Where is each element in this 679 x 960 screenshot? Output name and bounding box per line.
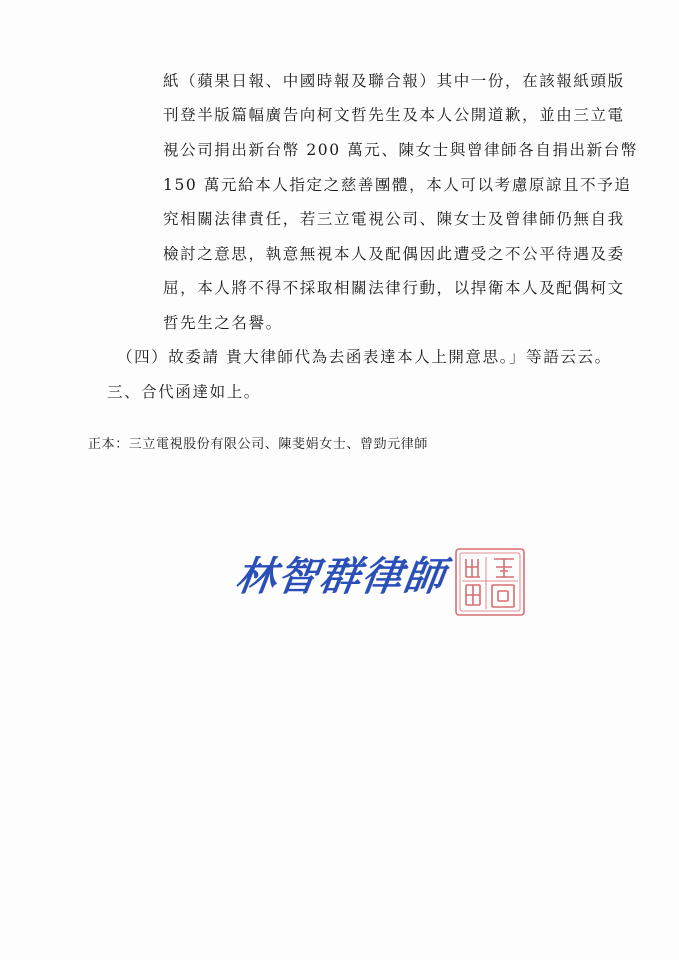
paragraph-line-2: 刊登半版篇幅廣告向柯文哲先生及本人公開道歉，並由三立電: [163, 106, 625, 124]
signature-name: 林智群律師: [232, 553, 450, 600]
paragraph-line-6: 檢討之意思，執意無視本人及配偶因此遭受之不公平待遇及委: [163, 245, 625, 263]
item-four: （四）故委請 貴大律師代為去函表達本人上開意思。」等語云云。: [117, 348, 612, 366]
handwritten-signature: [232, 544, 450, 614]
paragraph-line-7: 屈，本人將不得不採取相關法律行動，以捍衛本人及配偶柯文: [163, 279, 625, 297]
paragraph-line-5: 究相關法律責任，若三立電視公司、陳女士及曾律師仍無自我: [163, 210, 625, 228]
lawyer-seal-stamp: [452, 545, 528, 619]
paragraph-line-3: 視公司捐出新台幣 200 萬元、陳女士與曾律師各自捐出新台幣: [163, 141, 638, 159]
paragraph-line-4: 150 萬元給本人指定之慈善團體，本人可以考慮原諒且不予追: [163, 176, 632, 194]
paragraph-line-8: 哲先生之名譽。: [163, 314, 283, 332]
section-three: 三、合代函達如上。: [107, 383, 261, 401]
cc-recipients: 正本：三立電視股份有限公司、陳斐娟女士、曾勁元律師: [88, 437, 429, 452]
paragraph-line-1: 紙（蘋果日報、中國時報及聯合報）其中一份，在該報紙頭版: [163, 72, 625, 90]
